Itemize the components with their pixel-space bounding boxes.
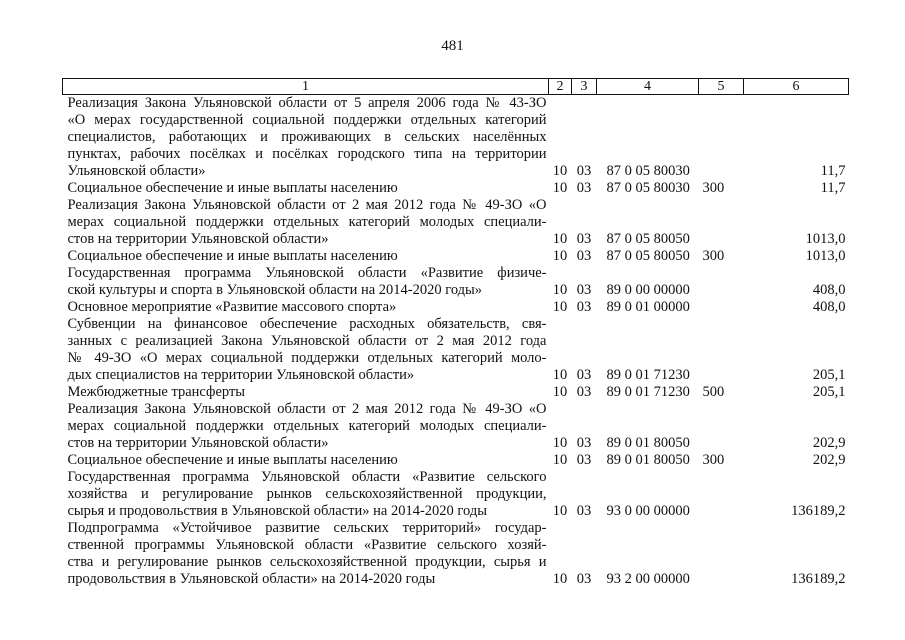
row-subsection-code: 03 (576, 231, 592, 247)
table-row (63, 248, 849, 265)
header-col-3: 3 (572, 79, 597, 95)
row-section-code: 10 (552, 299, 568, 315)
row-amount: 202,9 (812, 435, 846, 451)
row-amount: 205,1 (812, 367, 846, 383)
row-amount: 202,9 (812, 452, 846, 468)
row-description (63, 401, 549, 452)
description-line: Субвенции на финансовое обеспечение расходных обязательств, свя- (67, 316, 547, 332)
row-expense-type (699, 95, 744, 181)
row-expense-type (699, 520, 744, 588)
row-section-code: 10 (552, 180, 568, 196)
row-section-code: 10 (552, 435, 568, 451)
table-row (63, 95, 849, 181)
description-line: ства и регулирование рынков сельскохозяйственной продукции, сырья и (67, 554, 547, 570)
row-description (63, 520, 549, 588)
description-line: Реализация Закона Ульяновской области от 2 мая 2012 года № 49-ЗО «О (67, 401, 547, 417)
row-section-code: 10 (552, 452, 568, 468)
description-line: сырья и продовольствия в Ульяновской области» на 2014-2020 годы (67, 503, 487, 519)
table-row (63, 265, 849, 299)
row-amount: 1013,0 (805, 248, 846, 264)
row-expense-type: 300 (702, 452, 725, 468)
description-line: дых специалистов на территории Ульяновской области» (67, 367, 415, 383)
row-expense-type (699, 469, 744, 520)
header-row (63, 79, 849, 95)
row-amount: 11,7 (820, 180, 846, 196)
row-description (63, 384, 549, 401)
row-expense-type (699, 197, 744, 248)
row-target-article: 93 0 00 00000 (606, 503, 690, 519)
row-description (63, 316, 549, 384)
row-amount: 11,7 (820, 163, 846, 179)
row-amount: 205,1 (812, 384, 846, 400)
row-expense-type (699, 316, 744, 384)
description-line: Социальное обеспечение и иные выплаты населению (67, 180, 398, 196)
row-expense-type: 500 (702, 384, 725, 400)
row-section-code: 10 (552, 503, 568, 519)
header-col-5: 5 (699, 79, 744, 95)
row-amount: 408,0 (812, 282, 846, 298)
row-amount: 136189,2 (791, 571, 846, 587)
description-line: мерах социальной поддержки отдельных категорий молодых специали- (67, 214, 547, 230)
row-target-article: 89 0 01 80050 (606, 452, 690, 468)
row-subsection-code: 03 (576, 282, 592, 298)
description-line: Реализация Закона Ульяновской области от 2 мая 2012 года № 49-ЗО «О (67, 197, 547, 213)
row-section-code: 10 (552, 282, 568, 298)
row-subsection-code: 03 (576, 248, 592, 264)
row-target-article: 87 0 05 80050 (606, 231, 690, 247)
description-line: № 49-ЗО «О мерах социальной поддержки отдельных категорий моло- (67, 350, 547, 366)
row-description (63, 469, 549, 520)
row-description (63, 299, 549, 316)
row-target-article: 87 0 05 80030 (606, 163, 690, 179)
description-line: хозяйства и регулирование рынков сельскохозяйственной продукции, (67, 486, 547, 502)
table-row (63, 401, 849, 452)
row-description (63, 95, 549, 181)
row-subsection-code: 03 (576, 163, 592, 179)
row-target-article: 89 0 01 71230 (606, 367, 690, 383)
table-row (63, 452, 849, 469)
row-expense-type: 300 (702, 180, 725, 196)
row-target-article: 89 0 00 00000 (606, 282, 690, 298)
row-subsection-code: 03 (576, 452, 592, 468)
table-row (63, 316, 849, 384)
description-line: Межбюджетные трансферты (67, 384, 246, 400)
table-body (63, 95, 849, 589)
header-col-2: 2 (549, 79, 572, 95)
row-amount: 1013,0 (805, 231, 846, 247)
description-line: Государственная программа Ульяновской области «Развитие физиче- (67, 265, 547, 281)
description-line: Подпрограмма «Устойчивое развитие сельских территорий» государ- (67, 520, 547, 536)
header-col-6: 6 (744, 79, 849, 95)
row-description (63, 452, 549, 469)
row-section-code: 10 (552, 231, 568, 247)
page-number: 481 (441, 38, 464, 54)
description-line: Государственная программа Ульяновской области «Развитие сельского (67, 469, 547, 485)
header-col-4: 4 (597, 79, 699, 95)
row-description (63, 180, 549, 197)
description-line: специалистов, работающих и проживающих в сельских населённых (67, 129, 547, 145)
budget-table (62, 78, 849, 588)
row-expense-type (699, 265, 744, 299)
row-expense-type (699, 299, 744, 316)
description-line: ственной программы Ульяновской области «Развитие сельского хозяй- (67, 537, 547, 553)
table-row (63, 520, 849, 588)
description-line: Ульяновской области» (67, 163, 206, 179)
description-line: «О мерах государственной социальной поддержки отдельных категорий (67, 112, 547, 128)
row-subsection-code: 03 (576, 299, 592, 315)
description-line: ской культуры и спорта в Ульяновской области на 2014-2020 годы» (67, 282, 483, 298)
description-line: Социальное обеспечение и иные выплаты населению (67, 248, 398, 264)
table-header (63, 79, 849, 95)
table-row (63, 384, 849, 401)
description-line: Основное мероприятие «Развитие массового спорта» (67, 299, 397, 315)
row-target-article: 87 0 05 80050 (606, 248, 690, 264)
row-subsection-code: 03 (576, 384, 592, 400)
row-amount: 136189,2 (791, 503, 846, 519)
table-row (63, 299, 849, 316)
row-target-article: 89 0 01 80050 (606, 435, 690, 451)
row-section-code: 10 (552, 248, 568, 264)
row-subsection-code: 03 (576, 180, 592, 196)
table-row (63, 180, 849, 197)
row-description (63, 248, 549, 265)
row-subsection-code: 03 (576, 435, 592, 451)
row-description (63, 197, 549, 248)
header-col-1: 1 (63, 79, 549, 95)
row-section-code: 10 (552, 384, 568, 400)
row-section-code: 10 (552, 163, 568, 179)
row-subsection-code: 03 (576, 503, 592, 519)
description-line: пунктах, рабочих посёлках и посёлках городского типа на территории (67, 146, 547, 162)
table-row (63, 469, 849, 520)
description-line: стов на территории Ульяновской области» (67, 435, 329, 451)
description-line: мерах социальной поддержки отдельных категорий молодых специали- (67, 418, 547, 434)
row-expense-type (699, 401, 744, 452)
description-line: Реализация Закона Ульяновской области от 5 апреля 2006 года № 43-ЗО (67, 95, 547, 111)
table-row (63, 197, 849, 248)
description-line: продовольствия в Ульяновской области» на 2014-2020 годы (67, 571, 436, 587)
row-target-article: 87 0 05 80030 (606, 180, 690, 196)
row-expense-type: 300 (702, 248, 725, 264)
row-subsection-code: 03 (576, 571, 592, 587)
row-target-article: 89 0 01 71230 (606, 384, 690, 400)
row-target-article: 93 2 00 00000 (606, 571, 690, 587)
description-line: стов на территории Ульяновской области» (67, 231, 329, 247)
row-description (63, 265, 549, 299)
row-target-article: 89 0 01 00000 (606, 299, 690, 315)
description-line: Социальное обеспечение и иные выплаты населению (67, 452, 398, 468)
row-section-code: 10 (552, 571, 568, 587)
row-amount: 408,0 (812, 299, 846, 315)
description-line: занных с реализацией Закона Ульяновской области от 2 мая 2012 года (67, 333, 547, 349)
row-subsection-code: 03 (576, 367, 592, 383)
row-section-code: 10 (552, 367, 568, 383)
